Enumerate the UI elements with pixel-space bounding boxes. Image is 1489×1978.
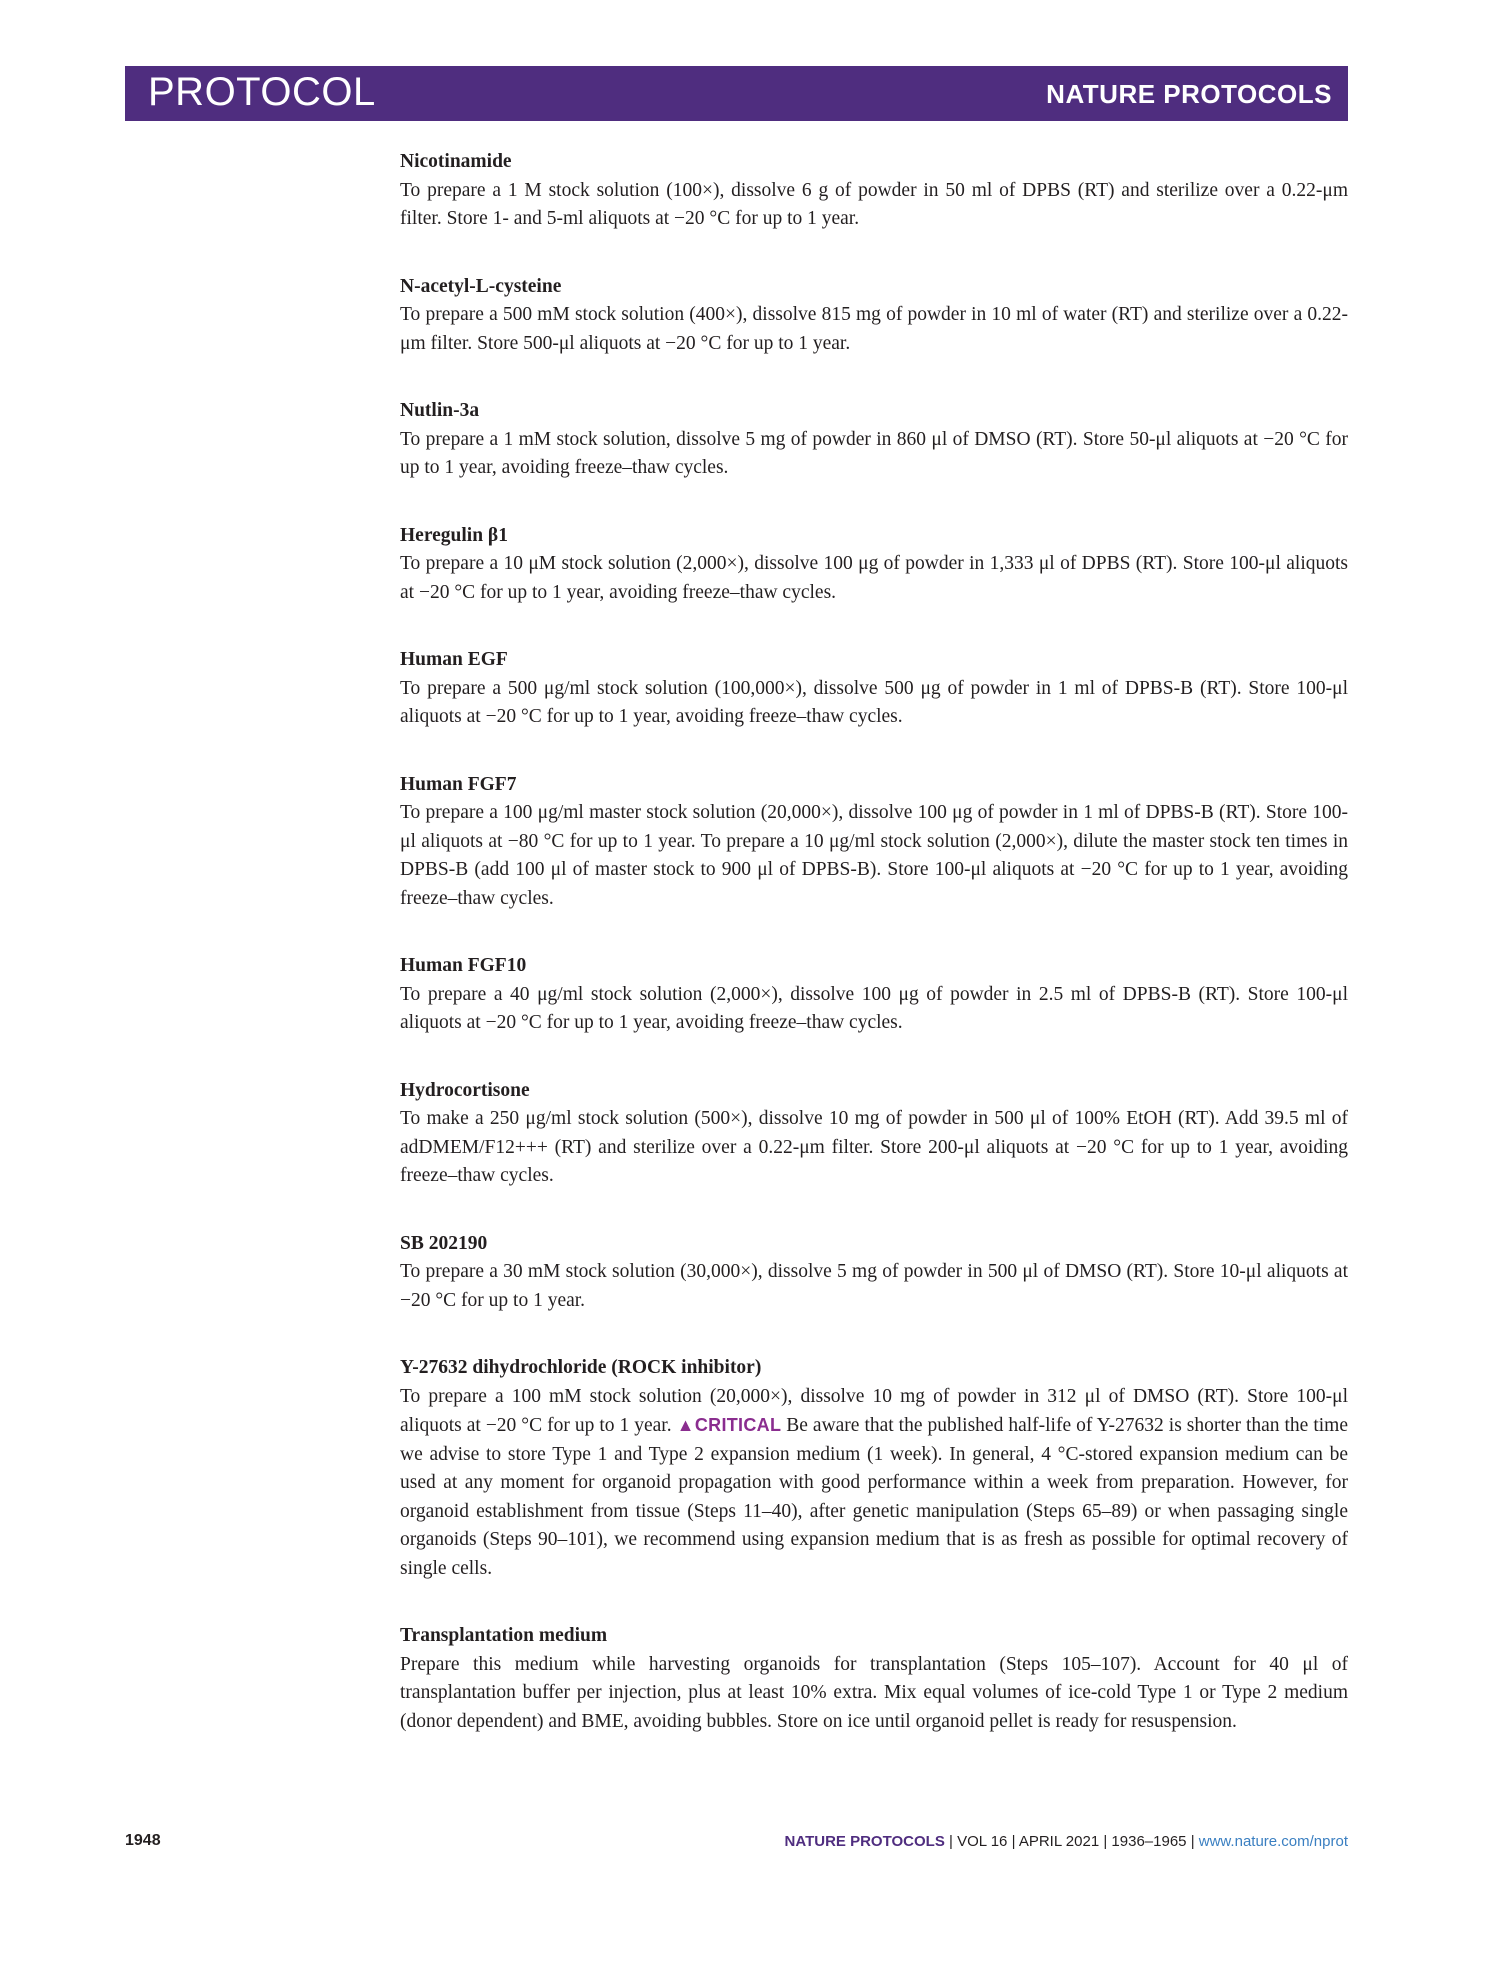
main-content — [400, 148, 1348, 1736]
reagent-section-human-fgf7 — [400, 771, 1348, 914]
reagent-section-nicotinamide — [400, 148, 1348, 234]
reagent-section-transplantation-medium — [400, 1622, 1348, 1736]
section-title: Human EGF — [400, 649, 508, 670]
reagent-section-sb-202190 — [400, 1230, 1348, 1316]
section-body: To prepare a 40 μg/ml stock solution (2,000×), dissolve 100 μg of powder in 2.5 ml of DPBS-B (RT). Store 100-μl aliquots at −20 °C for up to 1 year, avoiding freeze–thaw cycles. — [400, 983, 1348, 1033]
section-title: Y-27632 dihydrochloride (ROCK inhibitor) — [400, 1357, 762, 1378]
section-title: N-acetyl-L-cysteine — [400, 275, 562, 297]
section-title: Nutlin-3a — [400, 400, 480, 421]
reagent-section-human-egf — [400, 646, 1348, 732]
section-body: To prepare a 100 μg/ml master stock solution (20,000×), dissolve 100 μg of powder in 1 ml of DPBS-B (RT). Store 100-μl aliquots at −80 °C for up to 1 year. To prepare a 10 μg/ml stock solution (2,000×), dilute the master stock ten times in DPBS-B (add 100 μl of master stock to 900 μl of DPBS-B). Store 100-μl aliquots at −20 °C for up to 1 year, avoiding freeze–thaw cycles. — [400, 802, 1348, 909]
section-title: Heregulin β1 — [400, 524, 508, 546]
section-title: Nicotinamide — [400, 151, 512, 172]
footer-separator: | — [1190, 1833, 1195, 1850]
section-body: To prepare a 10 μM stock solution (2,000×), dissolve 100 μg of powder in 1,333 μl of DPBS (RT). Store 100-μl aliquots at −20 °C for up to 1 year, avoiding freeze–thaw cycles. — [400, 553, 1348, 603]
footer-url-link[interactable]: www.nature.com/nprot — [1198, 1833, 1348, 1850]
reagent-section-nutlin-3a — [400, 397, 1348, 483]
page-number: 1948 — [125, 1832, 161, 1849]
section-body: To prepare a 500 μg/ml stock solution (100,000×), dissolve 500 μg of powder in 1 ml of DPBS-B (RT). Store 100-μl aliquots at −20 °C for up to 1 year, avoiding freeze–thaw cycles. — [400, 677, 1348, 727]
section-body: To prepare a 500 mM stock solution (400×), dissolve 815 mg of powder in 10 ml of water (RT) and sterilize over a 0.22-μm filter. Store 500-μl aliquots at −20 °C for up to 1 year. — [400, 304, 1348, 354]
section-body: To make a 250 μg/ml stock solution (500×), dissolve 10 mg of powder in 500 μl of 100% EtOH (RT). Add 39.5 ml of adDMEM/F12+++ (RT) and sterilize over a 0.22-μm filter. Store 200-μl aliquots at −20 °C for up to 1 year, avoiding freeze–thaw cycles. — [400, 1108, 1348, 1186]
footer-volume: VOL 16 — [957, 1833, 1008, 1850]
section-title: SB 202190 — [400, 1232, 488, 1254]
reagent-section-n-acetyl-l-cysteine — [400, 273, 1348, 359]
section-type-label: PROTOCOL — [148, 70, 376, 114]
footer-separator: | — [1011, 1833, 1016, 1850]
footer-date: APRIL 2021 — [1018, 1833, 1100, 1850]
section-title: Human FGF7 — [400, 773, 517, 795]
section-body — [400, 1383, 1348, 1584]
section-body: To prepare a 1 mM stock solution, dissolve 5 mg of powder in 860 μl of DMSO (RT). Store 50-μl aliquots at −20 °C for up to 1 year, avoiding freeze–thaw cycles. — [400, 428, 1348, 478]
section-title: Human FGF10 — [400, 955, 527, 976]
header-bar — [125, 66, 1348, 121]
section-body: Prepare this medium while harvesting organoids for transplantation (Steps 105–107). Account for 40 μl of transplantation buffer per injection, plus at least 10% extra. Mix equal volumes of ice-cold Type 1 or Type 2 medium (donor dependent) and BME, avoiding bubbles. Store on ice until organoid pellet is ready for resuspension. — [400, 1653, 1348, 1732]
footer-citation — [785, 1833, 1348, 1850]
body-text-before-critical: To prepare a 100 mM stock solution (20,000×), dissolve 10 mg of powder in 312 μl of DMSO (RT). Store 100-μl aliquots at −20 °C for up to 1 year. — [400, 1385, 1348, 1436]
footer-separator: | — [1103, 1833, 1108, 1850]
footer-separator: | — [949, 1833, 953, 1850]
reagent-section-y-27632 — [400, 1354, 1348, 1583]
section-title: Hydrocortisone — [400, 1079, 530, 1101]
critical-note-label: ▲CRITICAL — [676, 1415, 782, 1435]
section-body: To prepare a 30 mM stock solution (30,000×), dissolve 5 mg of powder in 500 μl of DMSO (RT). Store 10-μl aliquots at −20 °C for up to 1 year. — [400, 1261, 1348, 1311]
reagent-section-human-fgf10 — [400, 952, 1348, 1038]
body-text-after-critical: Be aware that the published half-life of Y-27632 is shorter than the time we advise to store Type 1 and Type 2 expansion medium (1 week). In general, 4 °C-stored expansion medium can be used at any moment for organoid propagation with good performance within a week from preparation. However, for organoid establishment from tissue (Steps 11–40), after genetic manipulation (Steps 65–89) or when passaging single organoids (Steps 90–101), we recommend using expansion medium that is as fresh as possible for optimal recovery of single cells. — [400, 1415, 1348, 1579]
footer-journal-name: NATURE PROTOCOLS — [784, 1833, 945, 1850]
section-body: To prepare a 1 M stock solution (100×), dissolve 6 g of powder in 50 ml of DPBS (RT) and sterilize over a 0.22-μm filter. Store 1- and 5-ml aliquots at −20 °C for up to 1 year. — [400, 179, 1348, 229]
footer-pages: 1936–1965 — [1111, 1833, 1187, 1850]
reagent-section-heregulin — [400, 522, 1348, 608]
section-title: Transplantation medium — [400, 1625, 608, 1646]
journal-name-label: NATURE PROTOCOLS — [1046, 79, 1332, 109]
reagent-section-hydrocortisone — [400, 1077, 1348, 1191]
